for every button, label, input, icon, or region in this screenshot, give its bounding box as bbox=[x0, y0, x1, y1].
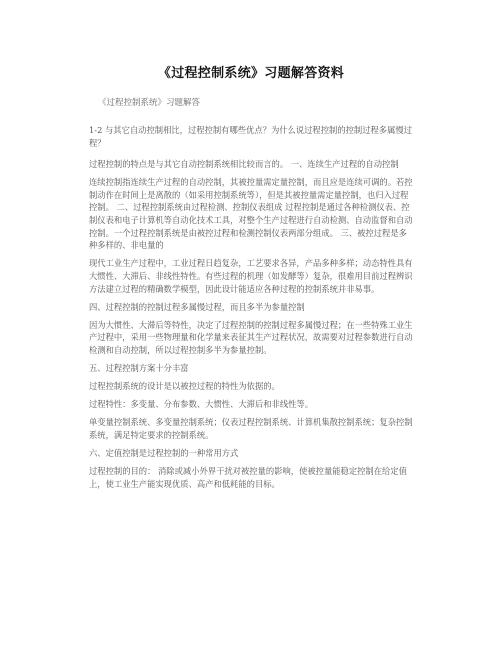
body-paragraph: 现代工业生产过程中，工业过程日趋复杂，工艺要求各异，产品多种多样；动态特性具有大惯性、大滞后、非线性特性。有些过程的机理（如发酵等）复杂，很难用目前过程辨识方法建立过程的精确数学模型，因此设计能适应各种过程的控制系统并非易事。 bbox=[89, 258, 413, 294]
body-paragraph: 因为大惯性、大滞后等特性，决定了过程控制的控制过程多属慢过程；在一些特殊工业生产过程中，采用一些物理量和化学量来表征其生产过程状况，故需要对过程参数进行自动检测和自动控制，所以过程控制多半为参量控制。 bbox=[89, 319, 413, 355]
section-heading: 四、过程控制的控制过程多属慢过程，而且多半为参量控制 bbox=[89, 301, 305, 312]
document-body bbox=[89, 124, 414, 490]
section-heading: 六、定值控制是过程控制的一种常用方式 bbox=[89, 447, 239, 458]
body-paragraph: 过程控制的特点是与其它自动控制系统相比较而言的。 一、连续生产过程的自动控制 bbox=[89, 159, 399, 170]
document-title: 《过程控制系统》习题解答资料 bbox=[157, 66, 345, 81]
body-paragraph: 过程控制的目的： 消除或减小外界干扰对被控量的影响，使被控量能稳定控制在给定值上，使工业生产能实现优质、高产和低耗能的目标。 bbox=[89, 466, 407, 489]
question-paragraph: 1-2 与其它自动控制相比，过程控制有哪些优点？为什么说过程控制的控制过程多属慢过程？ bbox=[89, 125, 412, 148]
body-paragraph: 过程控制系统的设计是以被控过程的特性为依据的。 bbox=[89, 381, 280, 392]
section-heading: 五、过程控制方案十分丰富 bbox=[89, 363, 189, 373]
body-paragraph: 单变量控制系统、多变量控制系统；仪表过程控制系统、计算机集散控制系统；复杂控制系统，满足特定要求的控制系统。 bbox=[89, 417, 413, 440]
body-paragraph: 连续控制指连续生产过程的自动控制，其被控量需定量控制，而且应是连续可调的。若控制动作在时间上是离散的（如采用控制系统等），但是其被控量需定量控制，也归入过程控制。 二、过程控制系统由过程检测、控制仪表组成 过程控制是通过各种检测仪表、控制仪表和电子计算机等自动化技术工具，对整个生产过程进行自动检测、自动监督和自动控制。一个过程控制系统是由被控过程和检测控制仪表两部分组成。 三、被控过程是多种多样的、非电量的 bbox=[89, 177, 413, 251]
body-paragraph: 过程特性：多变量、分布参数、大惯性、大滞后和非线性等。 bbox=[89, 399, 314, 410]
document-subtitle: 《过程控制系统》习题解答 bbox=[98, 98, 201, 108]
